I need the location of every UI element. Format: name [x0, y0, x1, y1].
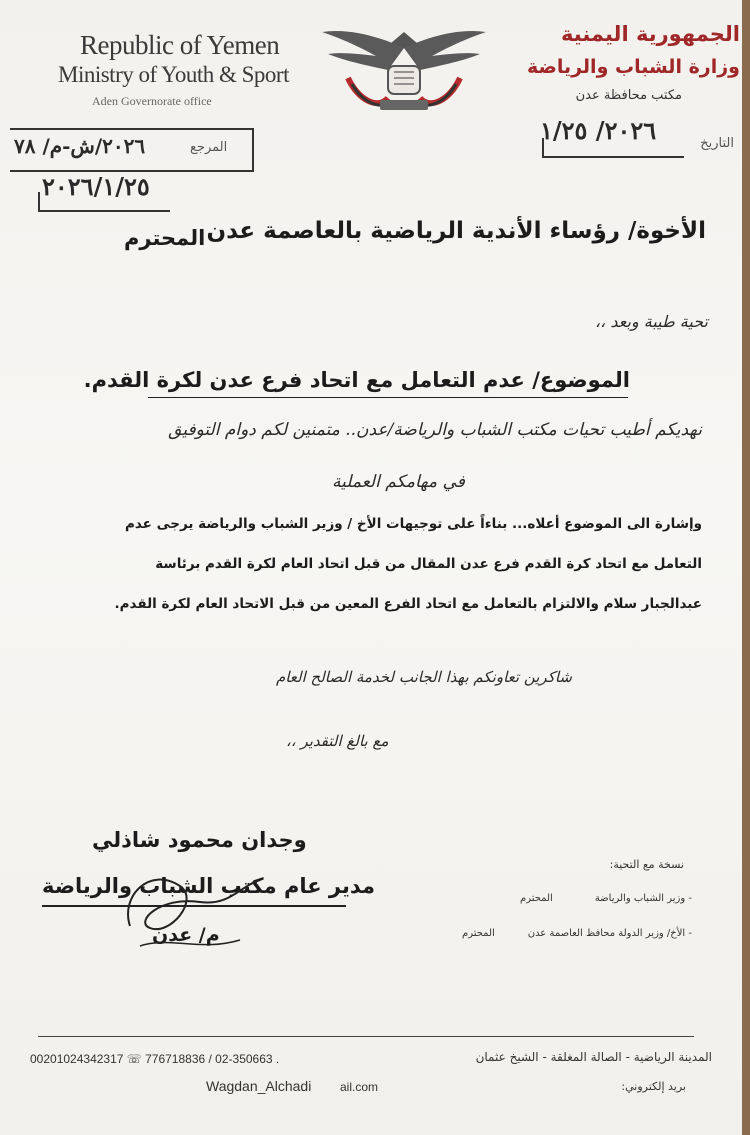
subject: الموضوع/ عدم التعامل مع اتحاد فرع عدن لكرة القدم. — [83, 368, 630, 392]
copies-label: نسخة مع التحية: — [609, 858, 684, 871]
addressee-respected: المحترم — [124, 226, 206, 250]
subject-underline — [148, 397, 628, 398]
signatory-city: م/ عدن — [152, 924, 220, 946]
date-bracket — [542, 138, 684, 158]
signatory-title: مدير عام مكتب الشباب والرياضة — [42, 874, 375, 898]
paragraph-2-line-2: التعامل مع اتحاد كرة القدم فرع عدن المقال من قبل اتحاد العام لكرة القدم برئاسة — [155, 556, 702, 572]
letterhead-ar-line3: مكتب محافظة عدن — [575, 88, 682, 103]
signatory-name: وجدان محمود شاذلي — [92, 828, 307, 852]
thanks-line: شاكرين تعاونكم بهذا الجانب لخدمة الصالح العام — [275, 668, 572, 686]
footer-email-suffix: ail.com — [340, 1080, 379, 1094]
closing-line: مع بالغ التقدير ،، — [286, 732, 389, 750]
letterhead-ar-line1: الجمهورية اليمنية — [561, 22, 740, 46]
reference-value: ٢٠٢٦/ش-م/ ٧٨ — [14, 134, 146, 158]
copies-item-1: - وزير الشباب والرياضة — [594, 893, 692, 904]
footer-email-user: Wagdan_Alchadi — [206, 1078, 312, 1094]
letterhead-en-line2: Ministry of Youth & Sport — [58, 62, 289, 87]
yemen-emblem-icon — [318, 22, 490, 120]
signature-scribble-icon — [110, 856, 270, 956]
letterhead-ar-line2: وزارة الشباب والرياضة — [526, 56, 740, 78]
footer-rule — [38, 1036, 694, 1037]
letterhead-en-line1: Republic of Yemen — [80, 30, 280, 60]
letterhead-en-line3: Aden Governorate office — [92, 94, 212, 108]
date-value: ٢٠٢٦/ ١/٢٥ — [540, 116, 657, 145]
addressee: الأخوة/ رؤساء الأندية الرياضية بالعاصمة عدن — [206, 218, 706, 244]
paragraph-1-line-1: نهديكم أطيب تحيات مكتب الشباب والرياضة/عدن.. متمنين لكم دوام التوفيق — [168, 420, 702, 440]
copies-item-2: - الأخ/ وزير الدولة محافظ العاصمة عدن — [527, 928, 692, 939]
date-label: التاريخ — [700, 136, 734, 151]
footer-address: المدينة الرياضية - الصالة المغلقة - الشيخ عثمان — [475, 1050, 712, 1064]
reference-date-bracket — [38, 192, 170, 212]
footer-email-label: بريد إلكتروني: — [621, 1080, 686, 1093]
reference-date: ٢٠٢٦/١/٢٥ — [42, 172, 150, 201]
paragraph-1-line-2: في مهامكم العملية — [332, 472, 465, 492]
copies-item-1-tag: المحترم — [520, 893, 553, 904]
paragraph-2-line-1: وإشارة الى الموضوع أعلاه... بناءاً على توجيهات الأخ / وزير الشباب والرياضة يرجى عدم — [124, 516, 702, 532]
paragraph-2-line-3: عبدالجبار سلام والالتزام بالتعامل مع اتحاد الفرع المعين من قبل الاتحاد العام لكرة القدم. — [114, 596, 702, 612]
reference-label: المرجع — [190, 140, 228, 155]
greeting: تحية طيبة وبعد ،، — [594, 312, 708, 331]
copies-item-2-tag: المحترم — [462, 928, 495, 939]
footer-phones: 00201024342317 ☏ 776718836 / 02-350663 . — [30, 1052, 280, 1066]
